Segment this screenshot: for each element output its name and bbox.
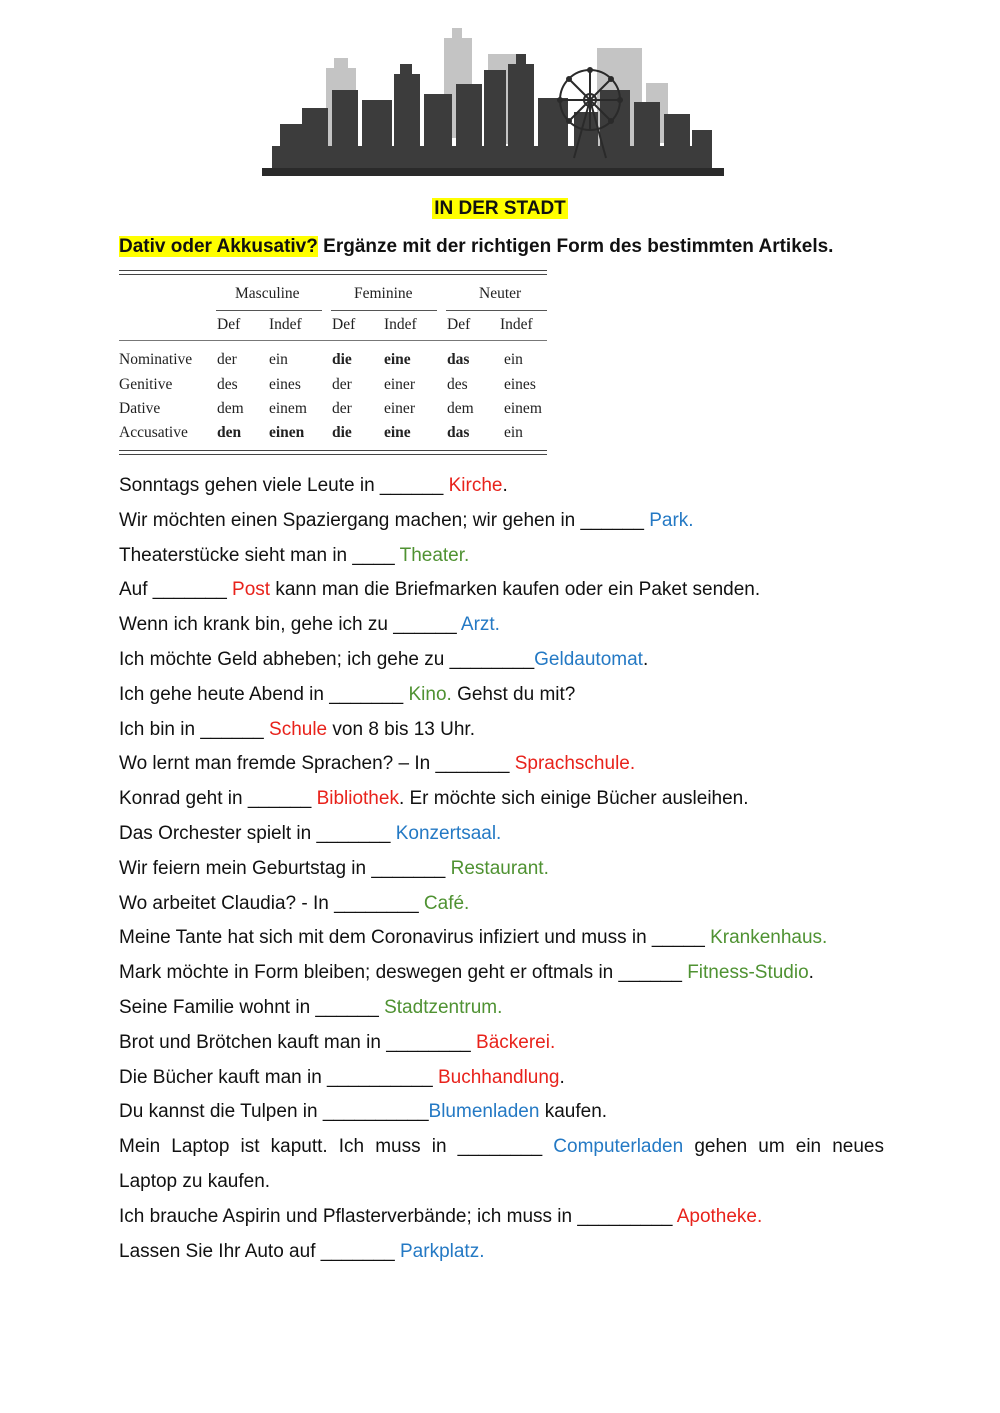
exercise-sentence xyxy=(119,787,884,822)
exercise-sentences xyxy=(119,474,884,1274)
table-cell: ein xyxy=(269,351,288,368)
sentence-text-before: Meine Tante hat sich mit dem Coronavirus infiziert und muss in _____ xyxy=(119,927,711,949)
exercise-sentence xyxy=(119,961,884,996)
sentence-text-before: Mein Laptop ist kaputt. Ich muss in ________ xyxy=(119,1136,554,1158)
exercise-sentence xyxy=(119,1240,884,1275)
subheader-indef: Indef xyxy=(500,316,533,333)
subheader-def: Def xyxy=(332,316,356,333)
exercise-sentence xyxy=(119,857,884,892)
place-noun: Bibliothek xyxy=(316,788,399,810)
place-noun: Geldautomat xyxy=(534,648,643,670)
group-header-feminine: Feminine xyxy=(354,285,413,302)
sentence-text-before: Die Bücher kauft man in __________ xyxy=(119,1066,438,1088)
place-noun: Stadtzentrum. xyxy=(384,996,503,1018)
place-noun: Theater. xyxy=(399,544,470,566)
subheader-indef: Indef xyxy=(384,316,417,333)
sentence-text-before: Ich brauche Aspirin und Pflasterverbände; ich muss in _________ xyxy=(119,1205,677,1227)
place-noun: Parkplatz. xyxy=(400,1240,485,1262)
table-cell: das xyxy=(447,424,470,441)
sentence-text-before: Mark möchte in Form bleiben; deswegen geht er oftmals in ______ xyxy=(119,962,688,984)
case-label: Accusative xyxy=(119,424,188,441)
table-cell: der xyxy=(217,351,237,368)
sentence-text-before: Du kannst die Tulpen in __________ xyxy=(119,1101,429,1123)
exercise-sentence xyxy=(119,926,884,961)
table-cell: dem xyxy=(447,400,474,417)
exercise-sentence xyxy=(119,752,884,787)
sentence-text-before: Wir feiern mein Geburtstag in _______ xyxy=(119,857,451,879)
exercise-sentence xyxy=(119,1031,884,1066)
table-cell: einer xyxy=(384,400,415,417)
instruction-text: Ergänze mit der richtigen Form des bestimmten Artikels. xyxy=(317,236,834,257)
subheader-def: Def xyxy=(217,316,241,333)
sentence-text-before: Konrad geht in ______ xyxy=(119,788,317,810)
sentence-text-before: Seine Familie wohnt in ______ xyxy=(119,996,385,1018)
table-cell: des xyxy=(447,376,468,393)
sentence-text-before: Lassen Sie Ihr Auto auf _______ xyxy=(119,1240,400,1262)
table-cell: eine xyxy=(384,424,411,441)
place-noun: Apotheke. xyxy=(676,1205,763,1227)
table-cell: ein xyxy=(504,424,523,441)
place-noun: Park. xyxy=(649,509,694,531)
case-label: Nominative xyxy=(119,351,193,368)
table-cell: einem xyxy=(504,400,542,417)
table-cell: des xyxy=(217,376,238,393)
exercise-sentence xyxy=(119,892,884,927)
table-cell: eines xyxy=(504,376,536,393)
exercise-sentence xyxy=(119,996,884,1031)
exercise-sentence xyxy=(119,613,884,648)
exercise-sentence xyxy=(119,1205,884,1240)
sentence-text-before: Theaterstücke sieht man in ____ xyxy=(119,544,400,566)
place-noun: Konzertsaal. xyxy=(395,822,502,844)
city-skyline-illustration xyxy=(262,28,724,176)
case-label: Dative xyxy=(119,400,161,417)
exercise-sentence xyxy=(119,822,884,857)
table-cell: einer xyxy=(384,376,415,393)
sentence-text-after: . xyxy=(502,475,508,496)
exercise-sentence xyxy=(119,648,884,683)
table-cell: das xyxy=(447,351,470,368)
place-noun: Krankenhaus. xyxy=(710,927,828,949)
place-noun: Restaurant. xyxy=(450,857,549,879)
table-cell: den xyxy=(217,424,242,441)
exercise-sentence xyxy=(119,718,884,753)
table-cell: ein xyxy=(504,351,523,368)
instruction-highlight: Dativ oder Akkusativ? xyxy=(119,236,318,257)
instruction xyxy=(119,235,899,259)
group-header-neuter: Neuter xyxy=(479,285,522,302)
exercise-sentence xyxy=(119,474,884,509)
place-noun: Post xyxy=(232,579,271,601)
place-noun: Buchhandlung xyxy=(438,1066,560,1088)
sentence-text-before: Wir möchten einen Spaziergang machen; wir gehen in ______ xyxy=(119,509,650,531)
sentence-text-after: gehen um ein neues xyxy=(683,1136,884,1158)
place-noun: Kino. xyxy=(408,683,452,705)
exercise-sentence xyxy=(119,1170,884,1205)
exercise-sentence xyxy=(119,1100,884,1135)
table-cell: einem xyxy=(269,400,307,417)
place-noun: Sprachschule. xyxy=(514,753,636,775)
table-cell: eine xyxy=(384,351,411,368)
sentence-text-after: kaufen. xyxy=(539,1101,608,1123)
sentence-text-before: Laptop zu kaufen. xyxy=(119,1170,271,1192)
exercise-sentence xyxy=(119,509,884,544)
sentence-text-after: . Er möchte sich einige Bücher ausleihen. xyxy=(398,788,749,810)
sentence-text-before: Brot und Brötchen kauft man in ________ xyxy=(119,1031,477,1053)
sentence-text-before: Wenn ich krank bin, gehe ich zu ______ xyxy=(119,614,461,636)
article-table xyxy=(119,270,547,460)
exercise-sentence xyxy=(119,683,884,718)
place-noun: Café. xyxy=(423,892,470,914)
sentence-text-after: von 8 bis 13 Uhr. xyxy=(327,718,475,740)
sentence-text-before: Ich gehe heute Abend in _______ xyxy=(119,683,409,705)
place-noun: Fitness-Studio xyxy=(687,962,809,984)
sentence-text-before: Auf _______ xyxy=(119,579,233,601)
table-cell: der xyxy=(332,376,352,393)
exercise-sentence xyxy=(119,1066,884,1101)
exercise-sentence xyxy=(119,1135,884,1170)
place-noun: Blumenladen xyxy=(428,1101,540,1123)
place-noun: Arzt. xyxy=(460,614,500,636)
exercise-sentence xyxy=(119,544,884,579)
sentence-text-after: . xyxy=(642,648,649,670)
case-label: Genitive xyxy=(119,376,173,393)
place-noun: Computerladen xyxy=(553,1136,684,1158)
sentence-text-before: Wo lernt man fremde Sprachen? – In _______ xyxy=(119,753,515,775)
subheader-indef: Indef xyxy=(269,316,302,333)
place-noun: Bäckerei. xyxy=(476,1031,556,1053)
sentence-text-before: Ich möchte Geld abheben; ich gehe zu ________ xyxy=(119,648,535,670)
table-cell: einen xyxy=(269,424,305,441)
table-cell: der xyxy=(332,400,352,417)
sentence-text-before: Sonntags gehen viele Leute in ______ xyxy=(119,475,449,496)
worksheet-title: IN DER STADT xyxy=(434,198,566,219)
sentence-text-before: Ich bin in ______ xyxy=(119,718,270,740)
place-noun: Kirche xyxy=(448,475,503,496)
sentence-text-before: Das Orchester spielt in _______ xyxy=(119,822,396,844)
place-noun: Schule xyxy=(269,718,328,740)
sentence-text-after: kann man die Briefmarken kaufen oder ein Paket senden. xyxy=(270,579,761,601)
sentence-text-after: . xyxy=(559,1066,565,1088)
table-cell: die xyxy=(332,351,352,368)
group-header-masculine: Masculine xyxy=(235,285,300,302)
sentence-text-before: Wo arbeitet Claudia? - In ________ xyxy=(119,892,424,914)
sentence-text-after: Gehst du mit? xyxy=(451,683,576,705)
table-cell: die xyxy=(332,424,352,441)
table-cell: eines xyxy=(269,376,301,393)
exercise-sentence xyxy=(119,578,884,613)
sentence-text-after: . xyxy=(808,962,814,984)
subheader-def: Def xyxy=(447,316,471,333)
table-cell: dem xyxy=(217,400,244,417)
